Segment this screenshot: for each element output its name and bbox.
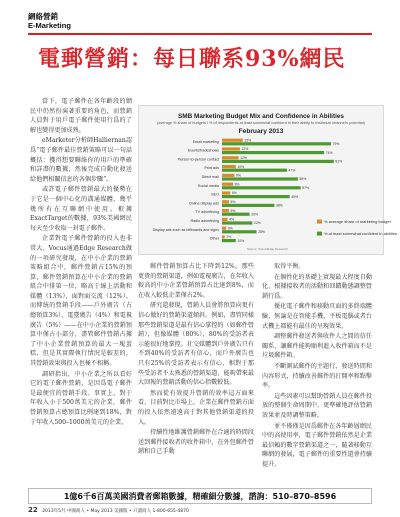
chart-data-label: 57% <box>302 186 310 190</box>
chart-data-label: 9% <box>236 173 241 178</box>
article-paragraph: 郵件營銷預算占比下降到12%。那些更貴的營銷渠道，例如電視廣告，在年收入較高的中小企業營銷預算占比達到8%，而在收入較低企業僅占2%。 <box>138 263 254 299</box>
chart-data-label: 49% <box>291 194 299 199</box>
chart-data-label: 6% <box>231 191 237 196</box>
chart-source: Source: Vocus/Edge Research <box>247 247 288 251</box>
article-paragraph: 調研指出，中小企業之所以看好它的電子郵件營銷，是因爲電子郵件是最便宜的營銷手段。事實上，對于年收入小于500萬美元的企業，郵件營銷預算占總預算比例達到18%，對于年收入500–1000萬美元的企業， <box>30 370 132 426</box>
footer-text: 2013年5月 中國商人 • May 2013 美國版 • 只讀商人 1-800-655-4870 <box>42 509 189 514</box>
chart-bar <box>222 142 331 145</box>
article-paragraph: 這些因素可以幫助營銷人員在郵件投放的整個生命周期中，更準確地評估營銷效果並及時調整策略。 <box>262 392 372 419</box>
chart-legend-swatch <box>317 220 322 224</box>
ad-banner[interactable] <box>28 488 372 504</box>
chart-category-label: Events/tradeshows <box>187 148 219 153</box>
chart-category-label: Person-to-person contact <box>177 157 219 162</box>
section-label-zh: 網絡營銷 <box>28 12 58 21</box>
chart-bar <box>222 209 229 212</box>
chart-data-label: 74% <box>325 150 333 155</box>
chart-category-label: Email marketing <box>192 139 219 144</box>
chart-bar <box>222 221 252 224</box>
chart-category-label: Social media <box>197 183 219 188</box>
chart-data-label: 5% <box>230 200 236 204</box>
chart-bar <box>222 239 236 242</box>
chart-bar <box>222 165 236 168</box>
chart-bar <box>222 230 257 233</box>
chart-date: February 2013 <box>238 128 284 135</box>
chart-category-label: Display ads such as billboards and signs <box>152 227 219 232</box>
ad-text: 1億6千6百萬美國消費者郵箱數據，精確細分數據，諮詢：510–870–8596 <box>63 492 337 501</box>
chart-bar <box>222 169 287 172</box>
article-paragraph: 當下，電子郵件在各年齡段的網民中仍然扮演著重要的角色，而營銷人員對于用戶電子郵件使用行爲的了解也變得更加成熟。 <box>30 98 132 134</box>
article-paragraph: 優化電子郵件和移動頁面的多終端體驗，無論是在智能手機、平板電腦或者台式機上都能有最佳的呈現效果。 <box>262 303 372 330</box>
article-paragraph: 然而從有效提升營銷的效率這方面來看，目前對比市場上，企業在郵件營銷方面的投入依然遠遠高于對其他營銷渠道的投入。 <box>138 389 254 426</box>
chart-data-label: 2% <box>226 235 232 240</box>
article-column-2 <box>138 262 254 480</box>
page-number: 22 <box>28 506 38 514</box>
chart-legend-label: % average share of marketing budget <box>324 219 391 225</box>
chart-legend-swatch <box>317 232 322 236</box>
chart-data-label: 81% <box>335 159 343 164</box>
chart-category-label: SEO <box>211 192 219 197</box>
chart-bar <box>222 227 226 230</box>
chart-bar <box>222 160 334 163</box>
chart-bar <box>222 213 250 216</box>
page-footer <box>28 506 189 516</box>
chart-bar <box>222 183 233 186</box>
chart-data-label: 4% <box>229 217 235 222</box>
chart-bar <box>222 195 290 198</box>
chart-data-label: 10% <box>237 164 245 169</box>
chart-bar <box>222 139 243 142</box>
article-paragraph: 企業對電子郵件營銷的投入也非常大，Vocus通過Edge Research做的一項研究發現，在中小企業的營銷策略組合中，郵件營銷占15%的預算，郵件營銷預算在中小企業的營銷組合中排第一位，略高于線上活動和媒體（13%），面對面交流（12%），而傳統的營銷手段——戶外廣告（占總預算3%），電臺廣告（4%）和電視廣告（5%）——在中小企業的營銷預算中僅占小部分，盡管郵件營銷占據了中小企業營銷預算的最大一塊蛋糕，但是其實際執行情況是較差的，其營銷效果與投入也極不相稱。 <box>30 235 132 368</box>
chart-bar <box>222 235 225 238</box>
chart-data-label: 12% <box>240 156 247 160</box>
chart-category-label: Direct mail <box>201 175 219 179</box>
chart-bar <box>222 191 230 194</box>
chart-plot <box>139 106 397 256</box>
chart-bar <box>222 147 240 150</box>
chart-data-label: 22% <box>253 221 261 226</box>
article-paragraph: 不斷測試郵件的主題行、發送時間和內容形式，持續改善郵件的打開率和點擊率。 <box>262 362 372 390</box>
section-label-en: E-Marketing <box>28 21 71 30</box>
article-paragraph: 取得平衡。 <box>274 263 305 270</box>
chart-legend-label: % at least somewhat confident in abilities <box>324 231 397 237</box>
chart-category-label: Radio advertising <box>190 219 219 223</box>
chart-data-label: 38% <box>276 203 283 208</box>
chart-bar <box>222 200 229 203</box>
article-paragraph: 調整郵件發送者與收件人之間的信任關系，讓郵件能夠順利進入收件箱而不是垃圾郵件箱。 <box>262 333 372 360</box>
article-paragraph: eMarketer分析師Halliernan認爲“電子郵件最佳營銷策略可以一句話概括：獲得想要聯絡你的用戶的準確和詳盡的數據，然後完成自動化發送給他們相關信息的各個步驟”。 <box>30 137 132 183</box>
chart-bar <box>222 177 298 180</box>
chart-data-label: 3% <box>227 226 233 231</box>
article-paragraph: 持續性地維護營銷郵件在合適的時間段送到郵件接收者的收件箱中，在外包郵件營銷和自己手動 <box>138 429 254 456</box>
article-paragraph: 或許電子郵件營銷最大的優勢在于它是一個中心化的溝通媒體，幾乎幾所有在互聯網中使用。根據ExactTarget的數據，93%美國網民每天至少收取一封電子郵件。 <box>30 186 132 232</box>
chart-data-label: 10% <box>237 238 245 243</box>
chart-subtitle: (average % share of budgets / % of respondents at least somewhat confident in their ability to maximize channel's potential) <box>157 121 365 125</box>
budget-chart <box>138 105 397 255</box>
chart-title: SMB Marketing Budget Mix and Confidence in Abilities <box>178 113 344 120</box>
chart-bar <box>222 174 234 177</box>
article-paragraph: 研究還發現，營銷人員會將預算向更有信心做好的營銷渠道傾斜。例如，盡管同樣那些營銷渠道是最有信心掌控的（如郵件營銷），但像媒體（80%），80%的受訪者表示能很好地掌控。社交媒體到戶外廣告只有不到40%的受訪者有信心，而戶外廣告也只有25%的受訪者表示有信心，相對于那些受訪者不太熟悉的營銷渠道，能夠帶來最大回報的營銷活動的信心指數較低。 <box>138 302 254 387</box>
chart-data-label: 20% <box>251 212 258 217</box>
chart-data-label: 79% <box>332 142 340 146</box>
chart-bar <box>222 186 301 189</box>
chart-data-label: 13% <box>241 147 249 152</box>
article-column-1 <box>30 97 132 480</box>
chart-data-label: 8% <box>234 182 240 187</box>
chart-data-label: 25% <box>258 230 265 234</box>
chart-category-label: Other <box>209 236 219 241</box>
article-paragraph: 並不僅僅是因爲郵件在各年齡層網民中的高使用率，電子郵件營銷依然是企業最信賴的數字營銷渠道之一，隨著移動互聯網的發展，電子郵件的重要性還會持續提升。 <box>262 422 372 468</box>
article-headline: 電郵營銷：每日聯系93%網民 <box>38 46 346 72</box>
chart-category-label: TV advertising <box>195 210 219 215</box>
article-column-3 <box>262 262 372 480</box>
chart-bar <box>222 204 274 207</box>
article-paragraph: 在個性化的基礎上實現最大程度自動化，根據接收者的活動和回饋動態調整營銷行爲。 <box>262 273 372 300</box>
chart-bar <box>222 156 239 159</box>
chart-data-label: 15% <box>244 138 252 143</box>
chart-category-label: Print ads <box>204 166 219 171</box>
chart-bar <box>222 151 324 154</box>
chart-data-label: 5% <box>230 208 236 213</box>
chart-data-label: 55% <box>299 177 307 182</box>
chart-category-label: Online display ads <box>188 201 219 206</box>
chart-data-label: 47% <box>288 168 296 173</box>
chart-bar <box>222 218 228 221</box>
